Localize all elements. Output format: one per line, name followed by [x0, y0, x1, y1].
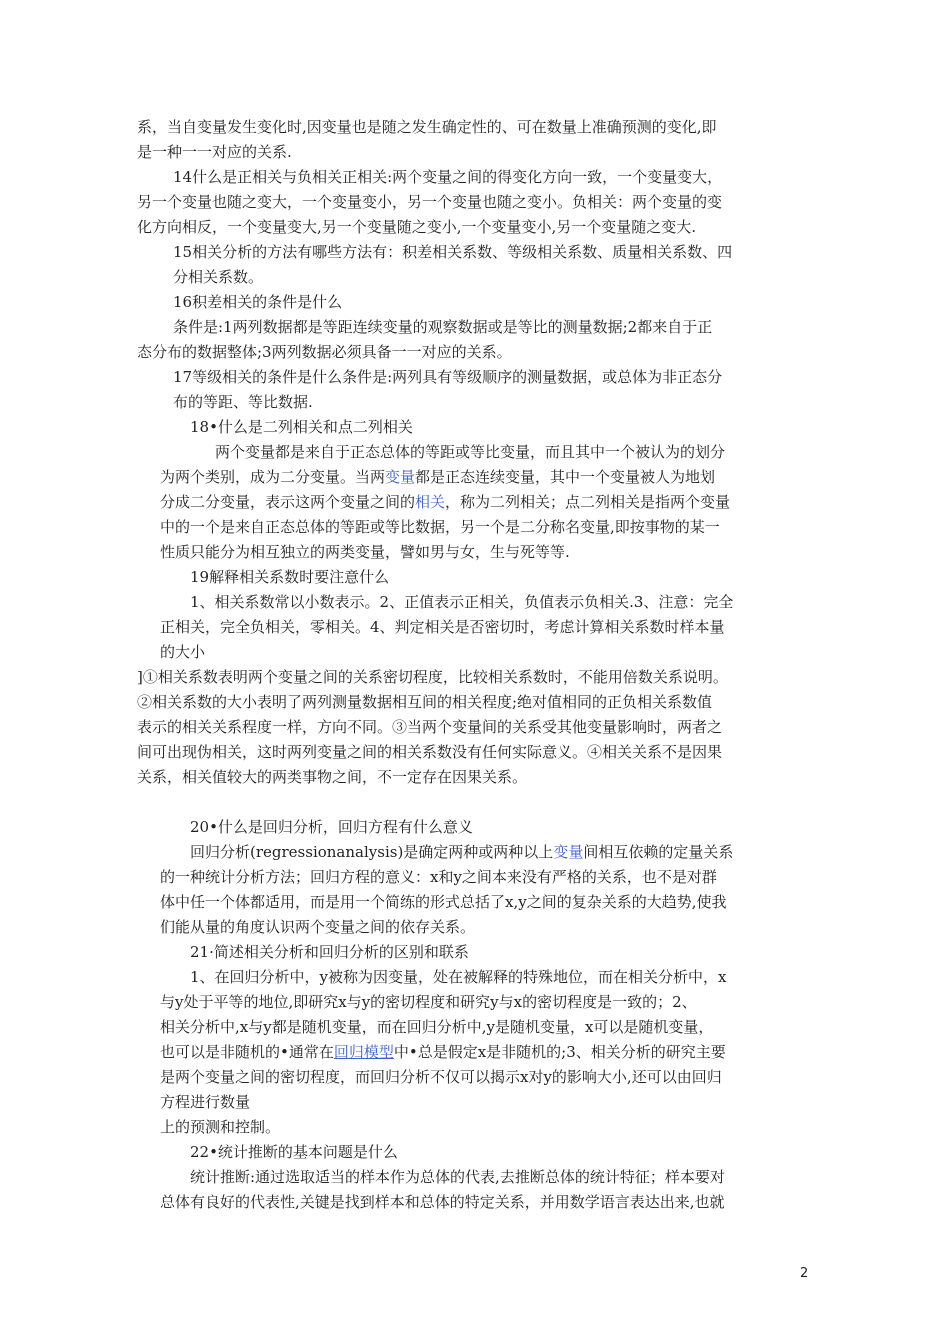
text-segment: 回归分析(regressionanalysis)是确定两种或两种以上 — [190, 843, 554, 861]
link-correlation[interactable]: 相关 — [415, 493, 446, 511]
link-regression-model[interactable]: 回归模型 — [333, 1043, 394, 1061]
text-line: 布的等距、等比数据. — [173, 393, 313, 411]
text-line: 中的一个是来自正态总体的等距或等比数据，另一个是二分称名变量,即按事物的某一 — [160, 518, 720, 536]
question-22: 22•统计推断的基本问题是什么 — [190, 1143, 398, 1161]
text-line: 条件是:1两列数据都是等距连续变量的观察数据或是等比的测量数据;2都来自于正 — [173, 318, 713, 336]
text-line: 体中任一个体都适用，而是用一个简练的形式总括了x,y之间的复杂关系的大趋势,使我 — [160, 893, 727, 911]
text-line: 1、相关系数常以小数表示。2、正值表示正相关，负值表示负相关.3、注意：完全 — [190, 593, 734, 611]
text-segment: 为两个类别，成为二分变量。当两 — [160, 468, 386, 486]
question-15: 15相关分析的方法有哪些方法有：积差相关系数、等级相关系数、质量相关系数、四 — [173, 243, 733, 261]
text-line: 分相关系数。 — [173, 268, 264, 286]
text-line: 统计推断:通过选取适当的样本作为总体的代表,去推断总体的统计特征；样本要对 — [190, 1168, 725, 1186]
question-14: 14什么是正相关与负相关正相关:两个变量之间的得变化方向一致，一个变量变大， — [173, 168, 723, 186]
text-segment: 中•总是假定x是非随机的;3、相关分析的研究主要 — [393, 1043, 726, 1061]
question-19: 19解释相关系数时要注意什么 — [190, 568, 390, 586]
text-line: 是两个变量之间的密切程度，而回归分析不仅可以揭示x对y的影响大小,还可以由回归 — [160, 1068, 722, 1086]
question-17: 17等级相关的条件是什么条件是:两列具有等级顺序的测量数据，或总体为非正态分 — [173, 368, 723, 386]
text-line: 总体有良好的代表性,关键是找到样本和总体的特定关系，并用数学语言表达出来,也就 — [160, 1193, 725, 1211]
text-line: 表示的相关关系程度一样，方向不同。③当两个变量间的关系受其他变量影响时，两者之 — [137, 718, 723, 736]
link-variable[interactable]: 变量 — [385, 468, 416, 486]
text-segment: 都是正态连续变量，其中一个变量被人为地划 — [415, 468, 716, 486]
text-line — [160, 467, 715, 487]
text-line: 系，当自变量发生变化时,因变量也是随之发生确定性的、可在数量上准确预测的变化,即 — [137, 118, 717, 136]
question-18: 18•什么是二列相关和点二列相关 — [190, 418, 413, 436]
text-line: 化方向相反，一个变量变大,另一个变量随之变小,一个变量变小,另一个变量随之变大. — [137, 218, 697, 236]
text-line: ]①相关系数表明两个变量之间的关系密切程度，比较相关系数时，不能用倍数关系说明。 — [137, 668, 728, 686]
text-line: 方程进行数量 — [160, 1093, 251, 1111]
text-line: 上的预测和控制。 — [160, 1118, 281, 1136]
text-line: 两个变量都是来自于正态总体的等距或等比变量，而且其中一个被认为的划分 — [215, 443, 726, 461]
text-line — [160, 1042, 726, 1062]
link-variable[interactable]: 变量 — [553, 843, 584, 861]
text-line: 的大小 — [160, 643, 206, 661]
text-line — [190, 842, 733, 862]
text-line: 1、在回归分析中，y被称为因变量，处在被解释的特殊地位，而在相关分析中，x — [190, 968, 727, 986]
text-line: 的一种统计分析方法；回归方程的意义：x和y之间本来没有严格的关系，也不是对群 — [160, 868, 717, 886]
text-line: 是一种一一对应的关系. — [137, 143, 292, 161]
page-number: 2 — [800, 1266, 809, 1281]
question-21: 21·简述相关分析和回归分析的区别和联系 — [190, 943, 469, 961]
text-segment: 也可以是非随机的•通常在 — [160, 1043, 334, 1061]
text-segment: ，称为二列相关；点二列相关是指两个变量 — [445, 493, 731, 511]
text-line: 正相关，完全负相关，零相关。4、判定相关是否密切时，考虑计算相关系数时样本量 — [160, 618, 725, 636]
text-line: 间可出现伪相关，这时两列变量之间的相关系数没有任何实际意义。④相关关系不是因果 — [137, 743, 723, 761]
text-line: 性质只能分为相互独立的两类变量，譬如男与女，生与死等等. — [160, 543, 570, 561]
question-16: 16积差相关的条件是什么 — [173, 293, 343, 311]
text-segment: 分成二分变量，表示这两个变量之间的 — [160, 493, 416, 511]
question-20: 20•什么是回归分析，回归方程有什么意义 — [190, 818, 473, 836]
text-line: 另一个变量也随之变大，一个变量变小，另一个变量也随之变小。负相关：两个变量的变 — [137, 193, 723, 211]
text-line: 关系，相关值较大的两类事物之间，不一定存在因果关系。 — [137, 768, 528, 786]
text-line — [160, 492, 730, 512]
text-line: 态分布的数据整体;3两列数据必须具备一一对应的关系。 — [137, 343, 512, 361]
text-line: 们能从量的角度认识两个变量之间的依存关系。 — [160, 918, 476, 936]
text-line: 与y处于平等的地位,即研究x与y的密切程度和研究y与x的密切程度是一致的；2、 — [160, 993, 697, 1011]
text-segment: 间相互依赖的定量关系 — [583, 843, 734, 861]
text-line: 相关分析中,x与y都是随机变量，而在回归分析中,y是随机变量，x可以是随机变量， — [160, 1018, 714, 1036]
text-line: ②相关系数的大小表明了两列测量数据相互间的相关程度;绝对值相同的正负相关系数值 — [137, 693, 713, 711]
